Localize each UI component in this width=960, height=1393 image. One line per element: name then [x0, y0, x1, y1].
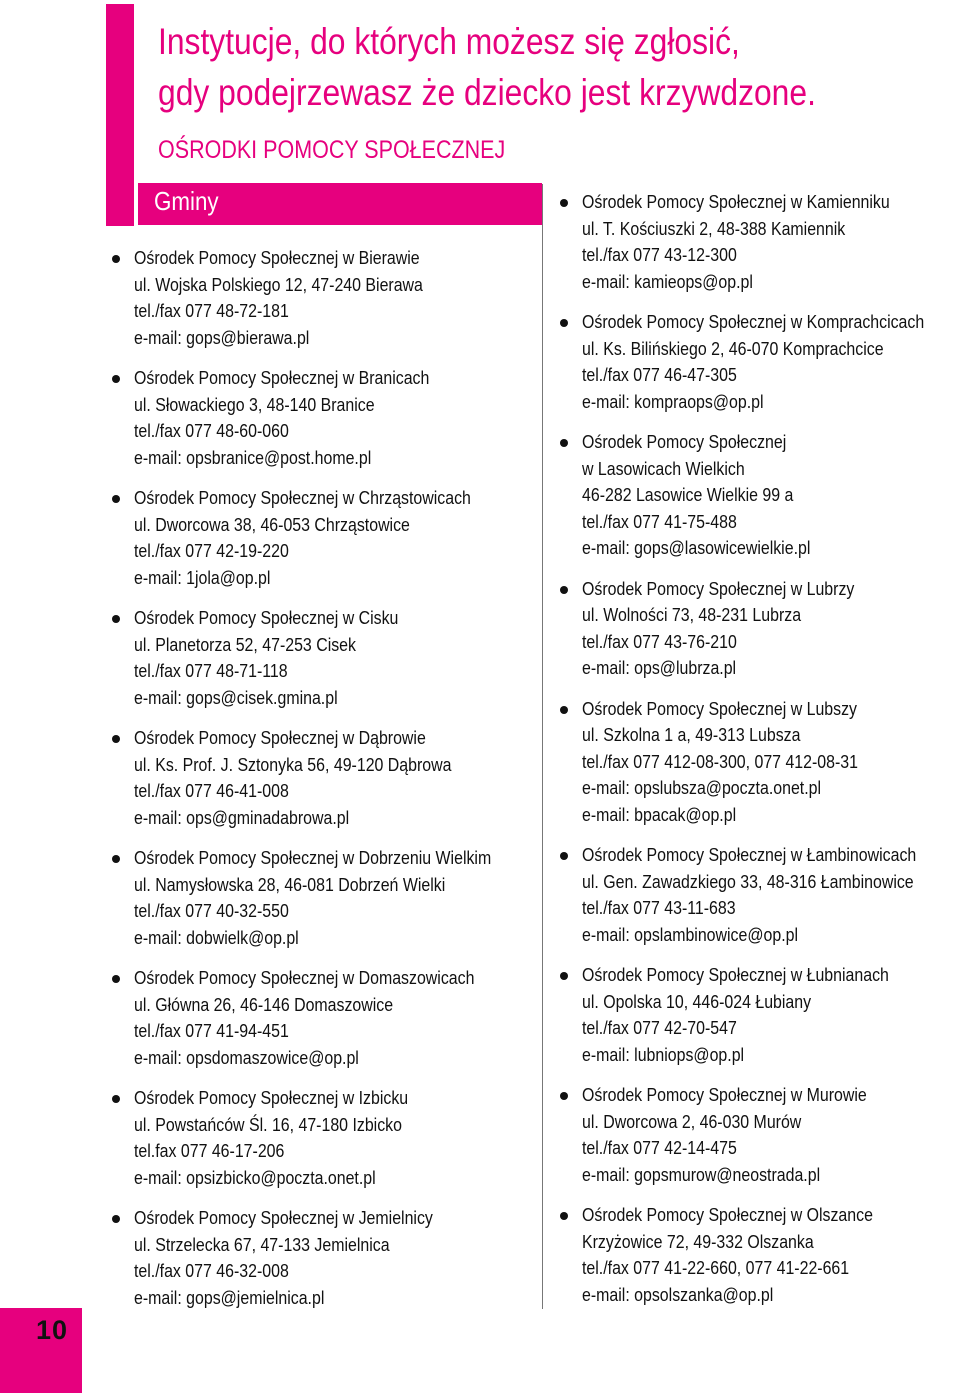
office-entry [112, 485, 549, 591]
right-column-list [560, 189, 960, 1322]
office-email: e-mail: gops@bierawa.pl [134, 326, 310, 348]
bullet-icon [560, 1212, 568, 1220]
office-email: e-mail: opsolszanka@op.pl [582, 1283, 774, 1305]
office-entry [560, 696, 960, 829]
bullet-icon [560, 1092, 568, 1100]
office-detail: ul. Opolska 10, 446-024 Łubiany [582, 990, 812, 1012]
page-number: 10 [36, 1315, 69, 1345]
office-entry [112, 1085, 549, 1191]
office-email: e-mail: opslambinowice@op.pl [582, 923, 799, 945]
office-detail: tel./fax 077 42-14-475 [582, 1137, 737, 1158]
bullet-icon [112, 495, 120, 503]
office-detail: tel./fax 077 412-08-300, 077 412-08-31 [582, 750, 858, 772]
office-name: Ośrodek Pomocy Społecznej w Bierawie [134, 247, 420, 268]
office-entry [560, 1202, 960, 1308]
office-detail: ul. Wojska Polskiego 12, 47-240 Bierawa [134, 273, 423, 295]
office-name: Ośrodek Pomocy Społecznej w Domaszowicach [134, 967, 475, 988]
office-detail: tel./fax 077 43-76-210 [582, 630, 737, 652]
office-entry [112, 965, 549, 1071]
office-email: e-mail: gops@lasowicewielkie.pl [582, 537, 811, 558]
office-detail: ul. Namysłowska 28, 46-081 Dobrzeń Wielki [134, 873, 446, 895]
office-email: e-mail: opsizbicko@poczta.onet.pl [134, 1166, 376, 1188]
office-email: e-mail: kamieops@op.pl [582, 270, 753, 292]
office-email: e-mail: dobwielk@op.pl [134, 926, 299, 948]
office-detail: tel./fax 077 43-11-683 [582, 897, 736, 918]
office-name: Ośrodek Pomocy Społecznej [582, 431, 787, 452]
office-name: Ośrodek Pomocy Społecznej w Murowie [582, 1084, 867, 1105]
office-detail: ul. Strzelecka 67, 47-133 Jemielnica [134, 1233, 390, 1255]
office-entry [560, 309, 960, 415]
office-detail: ul. Ks. Prof. J. Sztonyka 56, 49-120 Dąbrowa [134, 753, 452, 775]
office-detail: tel./fax 077 46-32-008 [134, 1260, 289, 1281]
office-name: Ośrodek Pomocy Społecznej w Lubszy [582, 697, 858, 719]
office-detail: tel./fax 077 41-75-488 [582, 510, 737, 532]
office-detail: ul. Dworcowa 38, 46-053 Chrząstowice [134, 513, 410, 535]
page-title-line-1: Instytucje, do których możesz się zgłosić, [158, 21, 740, 62]
office-name: Ośrodek Pomocy Społecznej w Dąbrowie [134, 727, 426, 748]
office-name: Ośrodek Pomocy Społecznej w Łambinowicach [582, 844, 917, 865]
office-entry [560, 1082, 960, 1188]
office-detail: tel.fax 077 46-17-206 [134, 1140, 285, 1161]
left-column-list [112, 245, 549, 1325]
office-name: Ośrodek Pomocy Społecznej w Dobrzeniu Wielkim [134, 847, 492, 868]
office-email: e-mail: kompraops@op.pl [582, 390, 764, 412]
bullet-icon [112, 1095, 120, 1103]
bullet-icon [112, 615, 120, 623]
bullet-icon [560, 706, 568, 714]
bullet-icon [112, 375, 120, 383]
office-email: e-mail: opsbranice@post.home.pl [134, 446, 372, 468]
office-email: e-mail: 1jola@op.pl [134, 566, 271, 588]
office-name: Ośrodek Pomocy Społecznej w Izbicku [134, 1087, 409, 1108]
office-entry [560, 429, 960, 562]
office-name: Ośrodek Pomocy Społecznej w Lubrzy [582, 577, 855, 599]
bullet-icon [560, 199, 568, 207]
office-name: Ośrodek Pomocy Społecznej w Branicach [134, 367, 430, 388]
office-entry [112, 1205, 549, 1311]
office-detail: tel./fax 077 40-32-550 [134, 900, 289, 921]
office-detail: ul. Główna 26, 46-146 Domaszowice [134, 993, 394, 1015]
office-detail: tel./fax 077 41-94-451 [134, 1020, 289, 1041]
office-name: Ośrodek Pomocy Społecznej w Łubnianach [582, 964, 889, 985]
office-detail: ul. Powstańców Śl. 16, 47-180 Izbicko [134, 1113, 402, 1135]
office-detail: ul. Słowackiego 3, 48-140 Branice [134, 393, 375, 415]
section-title: OŚRODKI POMOCY SPOŁECZNEJ [158, 136, 506, 164]
office-entry [560, 842, 960, 948]
bullet-icon [112, 1215, 120, 1223]
office-entry [112, 365, 549, 471]
office-detail: tel./fax 077 48-60-060 [134, 420, 289, 441]
accent-bar [106, 4, 134, 226]
office-detail: ul. Dworcowa 2, 46-030 Murów [582, 1110, 802, 1132]
office-entry [112, 245, 549, 351]
office-detail: tel./fax 077 42-70-547 [582, 1017, 737, 1038]
office-detail: tel./fax 077 46-41-008 [134, 780, 289, 801]
bullet-icon [560, 439, 568, 447]
office-detail: tel./fax 077 43-12-300 [582, 244, 737, 265]
office-email: e-mail: bpacak@op.pl [582, 803, 737, 825]
office-detail: 46-282 Lasowice Wielkie 99 a [582, 484, 794, 505]
office-detail: tel./fax 077 42-19-220 [134, 540, 289, 561]
bullet-icon [560, 586, 568, 594]
office-detail: ul. Gen. Zawadzkiego 33, 48-316 Łambinowice [582, 870, 914, 892]
office-detail: ul. Planetorza 52, 47-253 Cisek [134, 633, 356, 655]
subsection-title: Gminy [154, 186, 219, 216]
office-name: Ośrodek Pomocy Społecznej w Chrząstowicach [134, 487, 471, 508]
office-entry [560, 189, 960, 295]
office-entry [112, 845, 549, 951]
office-entry [112, 605, 549, 711]
office-name: Ośrodek Pomocy Społecznej w Olszance [582, 1204, 873, 1225]
bullet-icon [112, 255, 120, 263]
office-email: e-mail: gops@cisek.gmina.pl [134, 686, 338, 708]
office-entry [112, 725, 549, 831]
bullet-icon [560, 972, 568, 980]
page-title [158, 16, 837, 118]
office-detail: Krzyżowice 72, 49-332 Olszanka [582, 1230, 814, 1252]
office-detail: ul. Szkolna 1 a, 49-313 Lubsza [582, 724, 801, 745]
page-title-line-2: gdy podejrzewasz że dziecko jest krzywdzone. [158, 72, 816, 113]
office-email: e-mail: gopsmurow@neostrada.pl [582, 1163, 821, 1185]
office-entry [560, 962, 960, 1068]
office-name: Ośrodek Pomocy Społecznej w Komprachcicach [582, 311, 925, 332]
office-email: e-mail: ops@gminadabrowa.pl [134, 806, 350, 828]
office-detail: w Lasowicach Wielkich [582, 457, 745, 479]
office-email: e-mail: opslubsza@poczta.onet.pl [582, 777, 822, 798]
office-detail: tel./fax 077 48-72-181 [134, 300, 289, 321]
office-detail: ul. Ks. Bilińskiego 2, 46-070 Komprachcice [582, 337, 884, 359]
bullet-icon [112, 855, 120, 863]
office-email: e-mail: opsdomaszowice@op.pl [134, 1046, 359, 1068]
office-detail: tel./fax 077 41-22-660, 077 41-22-661 [582, 1257, 850, 1278]
office-detail: tel./fax 077 48-71-118 [134, 660, 288, 681]
bullet-icon [112, 735, 120, 743]
office-name: Ośrodek Pomocy Społecznej w Jemielnicy [134, 1207, 433, 1228]
office-name: Ośrodek Pomocy Społecznej w Kamienniku [582, 191, 890, 212]
bullet-icon [560, 319, 568, 327]
office-email: e-mail: ops@lubrza.pl [582, 657, 737, 678]
bullet-icon [560, 852, 568, 860]
office-detail: ul. T. Kościuszki 2, 48-388 Kamiennik [582, 217, 846, 239]
office-entry [560, 576, 960, 682]
office-detail: ul. Wolności 73, 48-231 Lubrza [582, 604, 802, 625]
office-name: Ośrodek Pomocy Społecznej w Cisku [134, 607, 399, 628]
office-email: e-mail: gops@jemielnica.pl [134, 1286, 325, 1308]
office-detail: tel./fax 077 46-47-305 [582, 364, 737, 385]
office-email: e-mail: lubniops@op.pl [582, 1043, 745, 1065]
bullet-icon [112, 975, 120, 983]
